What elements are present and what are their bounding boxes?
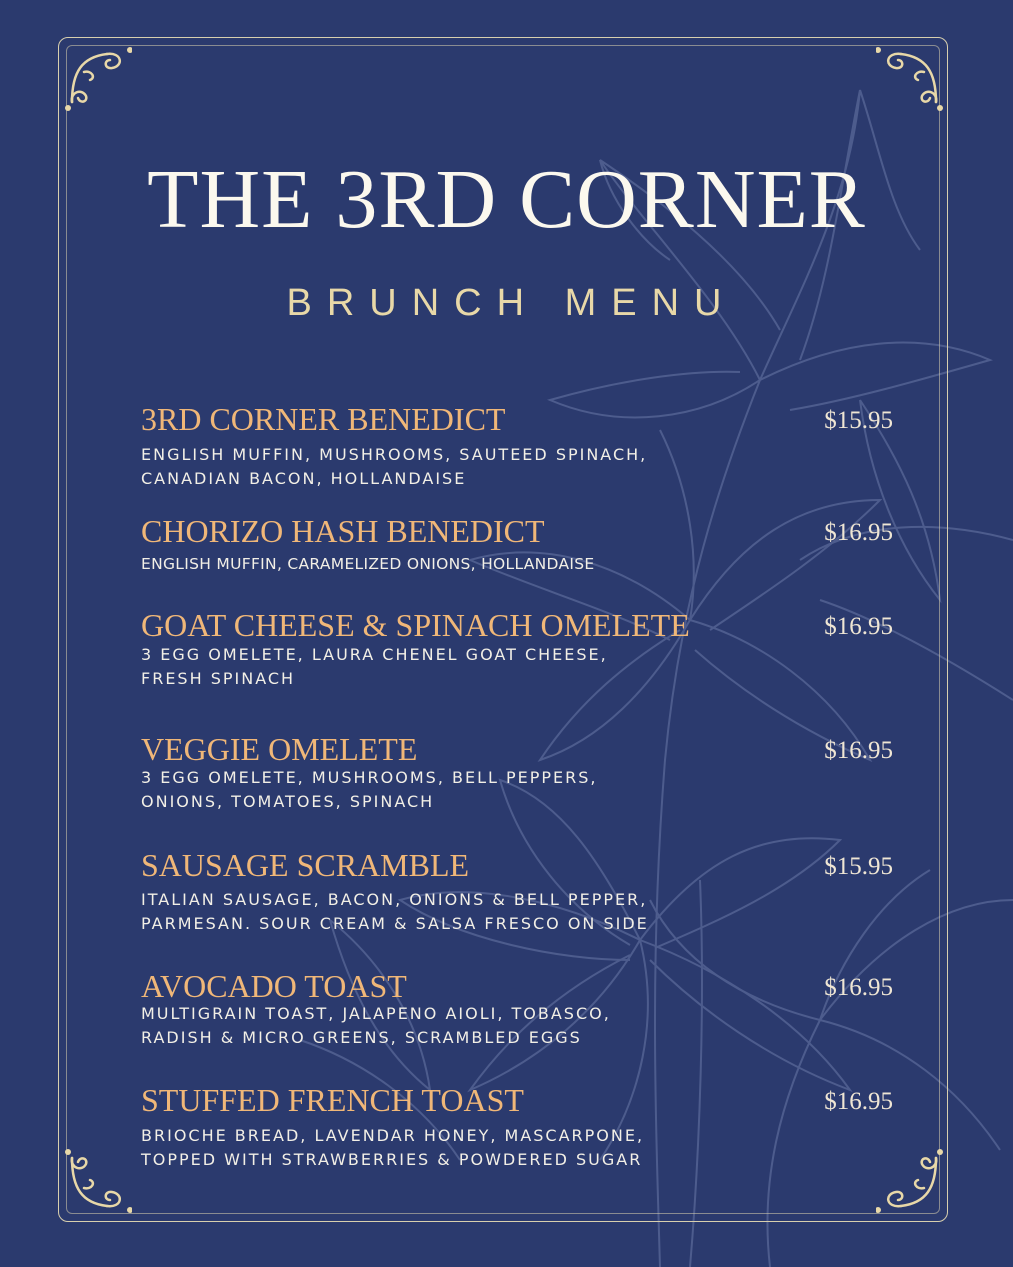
item-price: $15.95 [824, 853, 893, 880]
item-name: 3RD CORNER BENEDICT [141, 401, 506, 437]
item-price: $16.95 [824, 613, 893, 640]
item-description: 3 EGG OMELETE, LAURA CHENEL GOAT CHEESE, FRESH SPINACH [141, 645, 608, 688]
menu-item [141, 512, 901, 582]
item-name: CHORIZO HASH BENEDICT [141, 513, 545, 549]
item-price: $16.95 [824, 1088, 893, 1115]
flourish-icon [876, 42, 946, 112]
menu-item [141, 606, 901, 696]
page-subtitle: BRUNCH MENU [286, 282, 737, 324]
item-name: GOAT CHEESE & SPINACH OMELETE [141, 607, 690, 643]
menu-item [141, 730, 901, 820]
item-description: ITALIAN SAUSAGE, BACON, ONIONS & BELL PEPPER, PARMESAN. SOUR CREAM & SALSA FRESCO ON SIDE [141, 890, 649, 933]
item-name: VEGGIE OMELETE [141, 731, 418, 767]
item-price: $16.95 [824, 519, 893, 546]
item-name: STUFFED FRENCH TOAST [141, 1082, 524, 1118]
menu-item [141, 1081, 901, 1176]
menu-item [141, 846, 901, 941]
item-description: ENGLISH MUFFIN, MUSHROOMS, SAUTEED SPINACH, CANADIAN BACON, HOLLANDAISE [141, 445, 648, 488]
item-description: MULTIGRAIN TOAST, JALAPENO AIOLI, TOBASCO, RADISH & MICRO GREENS, SCRAMBLED EGGS [141, 1004, 611, 1047]
page-title: THE 3RD CORNER [147, 153, 866, 246]
menu-item [141, 967, 901, 1052]
item-description: BRIOCHE BREAD, LAVENDAR HONEY, MASCARPONE, TOPPED WITH STRAWBERRIES & POWDERED SUGAR [141, 1126, 645, 1169]
item-price: $15.95 [824, 407, 893, 434]
item-description: ENGLISH MUFFIN, CARAMELIZED ONIONS, HOLLANDAISE [141, 555, 595, 573]
item-name: AVOCADO TOAST [141, 968, 407, 1004]
item-name: SAUSAGE SCRAMBLE [141, 847, 470, 883]
item-price: $16.95 [824, 974, 893, 1001]
item-price: $16.95 [824, 737, 893, 764]
menu-item [141, 400, 901, 490]
flourish-icon [62, 1148, 132, 1218]
item-description: 3 EGG OMELETE, MUSHROOMS, BELL PEPPERS, ONIONS, TOMATOES, SPINACH [141, 768, 598, 811]
flourish-icon [62, 42, 132, 112]
